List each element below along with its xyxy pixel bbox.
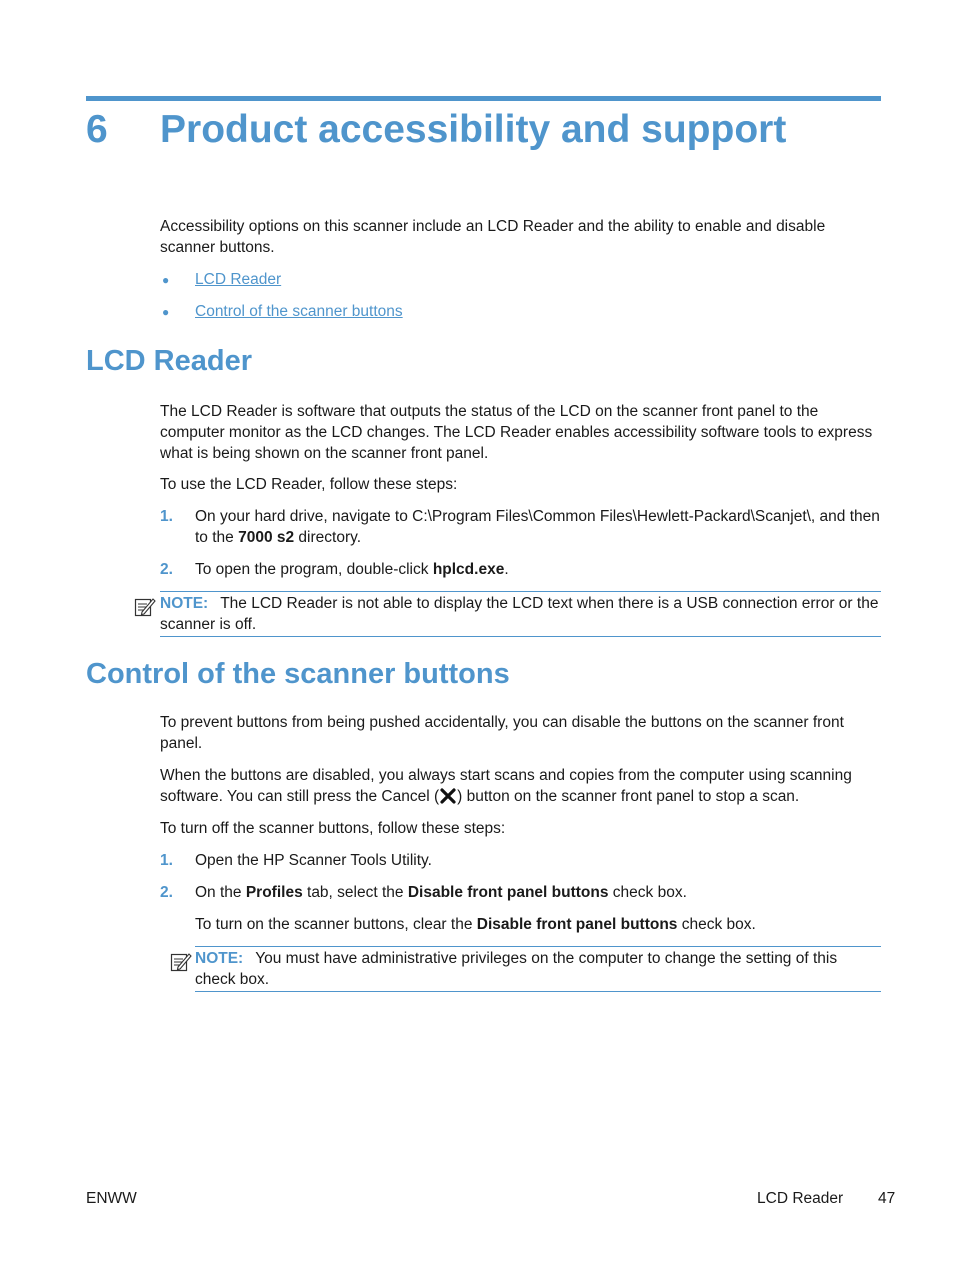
buttons-step-2: On the Profiles tab, select the Disable front panel buttons check box. — [195, 884, 687, 901]
footer-left: ENWW — [86, 1190, 137, 1207]
intro-paragraph: Accessibility options on this scanner include an LCD Reader and the ability to enable and disable scanner buttons. — [160, 218, 826, 256]
note-label: NOTE: — [160, 595, 209, 612]
lcd-step-1: On your hard drive, navigate to C:\Program Files\Common Files\Hewlett-Packard\Scanjet\, and then to the 7000 s2 directory. — [195, 508, 880, 546]
note-admin-privileges — [195, 946, 881, 992]
note-pencil-icon — [170, 951, 192, 973]
chapter-rule — [86, 96, 881, 101]
lcd-reader-steps-intro: To use the LCD Reader, follow these steps: — [160, 476, 458, 493]
bullet-marker: ● — [162, 273, 170, 287]
link-lcd-reader[interactable]: LCD Reader — [195, 271, 282, 288]
chapter-number: 6 — [86, 108, 108, 151]
note-label: NOTE: — [195, 950, 244, 967]
section-heading-scanner-buttons: Control of the scanner buttons — [86, 658, 510, 690]
note-lcd-reader — [160, 591, 881, 637]
scanner-buttons-steps-intro: To turn off the scanner buttons, follow these steps: — [160, 820, 506, 837]
step-number: 1. — [160, 852, 173, 869]
chapter-title: Product accessibility and support — [160, 108, 787, 151]
buttons-step-2-sub: To turn on the scanner buttons, clear the Disable front panel buttons check box. — [195, 916, 756, 933]
footer-section: LCD Reader — [757, 1190, 844, 1207]
cancel-x-icon — [440, 788, 456, 804]
step-number: 2. — [160, 884, 173, 901]
lcd-step-2: To open the program, double-click hplcd.exe. — [195, 561, 509, 578]
note-text: You must have administrative privileges on the computer to change the setting of this check box. — [195, 950, 838, 988]
scanner-buttons-paragraph-2: When the buttons are disabled, you always start scans and copies from the computer using scanning software. You can still press the Cancel ( ) button on the scanner front panel to stop a scan. — [160, 767, 852, 805]
bullet-marker: ● — [162, 305, 170, 319]
page-number: 47 — [878, 1190, 896, 1207]
scanner-buttons-paragraph-1: To prevent buttons from being pushed accidentally, you can disable the buttons on the scanner front panel. — [160, 714, 844, 752]
buttons-step-1: Open the HP Scanner Tools Utility. — [195, 852, 432, 869]
link-control-scanner-buttons[interactable]: Control of the scanner buttons — [195, 303, 403, 320]
step-number: 2. — [160, 561, 173, 578]
section-heading-lcd-reader: LCD Reader — [86, 345, 252, 377]
lcd-reader-paragraph: The LCD Reader is software that outputs the status of the LCD on the scanner front panel to the computer monitor as the LCD changes. The LCD Reader enables accessibility software tools to express what is being shown on the scanner front panel. — [160, 403, 873, 462]
step-number: 1. — [160, 508, 173, 525]
note-pencil-icon — [134, 596, 156, 618]
note-text: The LCD Reader is not able to display the LCD text when there is a USB connection error or the scanner is off. — [160, 595, 879, 633]
